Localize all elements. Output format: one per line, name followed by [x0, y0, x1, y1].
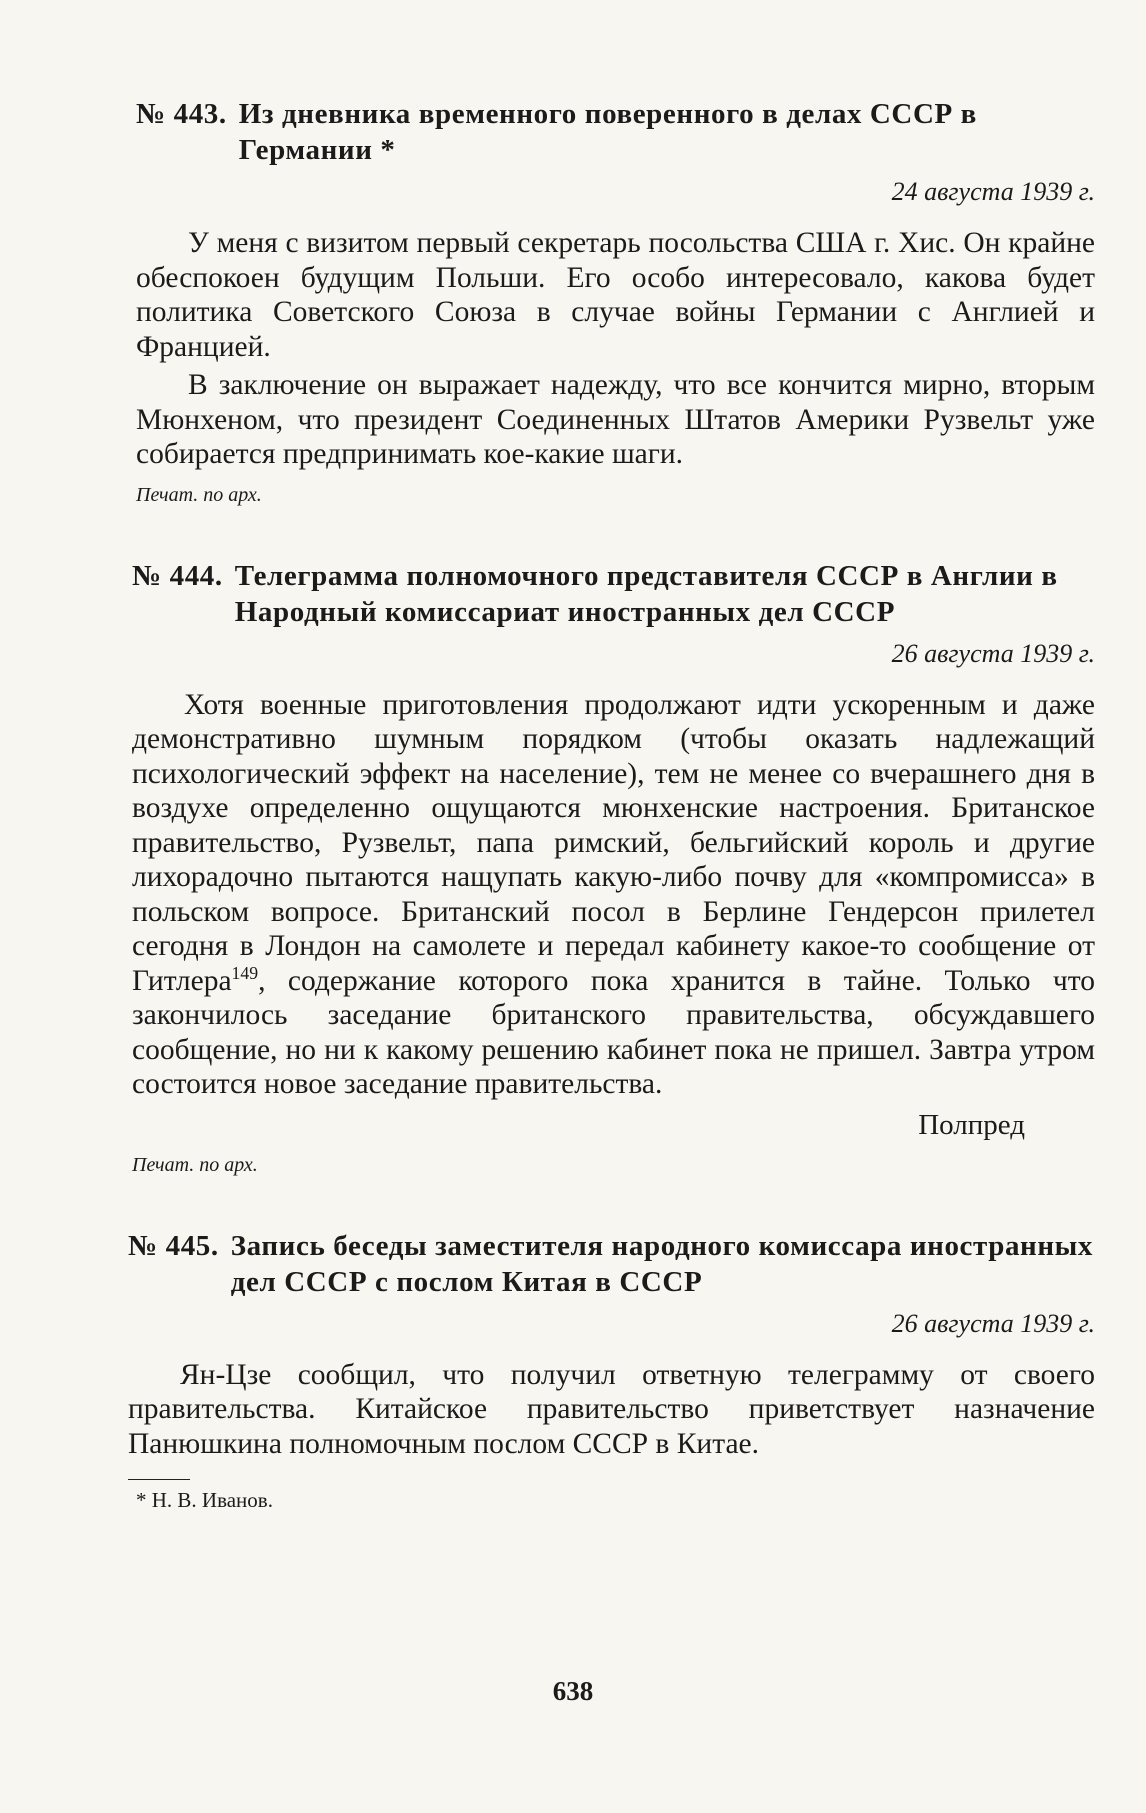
- paragraph: [132, 688, 1095, 1102]
- archive-source-note: Печат. по арх.: [132, 1153, 258, 1176]
- note-reference: 149: [231, 962, 259, 983]
- document-title: Запись беседы заместителя народного комиссара иностранных дел СССР с послом Китая в СССР: [230, 1229, 1094, 1298]
- signature: Полпред: [918, 1108, 1025, 1141]
- document-title: Телеграмма полномочного представителя СССР в Англии в Народный комиссариат иностранных дел СССР: [234, 559, 1058, 628]
- page-number: 638: [552, 1676, 594, 1706]
- document-number: № 445.: [128, 1229, 219, 1262]
- document-page: [128, 96, 1095, 1514]
- document-title: Из дневника временного поверенного в делах СССР в Германии *: [238, 98, 977, 166]
- archive-source-note: Печат. по арх.: [136, 483, 262, 506]
- paragraph: Ян-Цзе сообщил, что получил ответную телеграмму от своего правительства. Китайское правительство приветствует назначение Панюшкина полномочным послом СССР в Китае.: [128, 1358, 1095, 1460]
- paragraph-text-before-note: Хотя военные приготовления продолжают идти ускоренным и даже демонстративно шумным порядком (чтобы оказать надлежащий психологический эффект на население), тем не менее со вчерашнего дня в воздухе определенно ощущаются мюнхенские настроения. Британское правительство, Рузвельт, папа римский, бельгийский король и другие лихорадочно пытаются нащупать какую-либо почву для «компромисса» в польском вопросе. Британский посол в Берлине Гендерсон прилетел сегодня в Лондон на самолете и передал кабинету какое-то сообщение от Гитлера: [132, 688, 1095, 997]
- document-number: № 444.: [132, 559, 223, 592]
- document-445: [128, 1228, 1095, 1515]
- document-number: № 443.: [136, 98, 227, 130]
- footnote: * Н. В. Иванов.: [136, 1488, 273, 1512]
- document-date: 24 августа 1939 г.: [891, 177, 1095, 206]
- paragraph: У меня с визитом первый секретарь посольства США г. Хис. Он крайне обеспокоен будущим Польши. Его особо интересовало, какова будет политика Советского Союза в случае войны Германии с Англией и Францией.: [136, 227, 1095, 363]
- paragraph-text-after-note: , содержание которого пока хранится в тайне. Только что закончилось заседание британского правительства, обсуждавшего сообщение, но ни к какому решению кабинет пока не пришел. Завтра утром состоится новое заседание правительства.: [132, 964, 1095, 1100]
- document-date: 26 августа 1939 г.: [891, 1308, 1095, 1338]
- document-date: 26 августа 1939 г.: [891, 638, 1095, 668]
- document-443: [136, 96, 1095, 508]
- document-heading: [128, 1228, 1095, 1300]
- document-heading: [136, 96, 1095, 168]
- paragraph: В заключение он выражает надежду, что все кончится мирно, вторым Мюнхеном, что президент Соединенных Штатов Америки Рузвельт уже собирается предпринимать кое-какие шаги.: [136, 369, 1095, 470]
- document-444: [132, 558, 1095, 1178]
- footnote-divider: [128, 1479, 190, 1480]
- document-heading: [132, 558, 1095, 630]
